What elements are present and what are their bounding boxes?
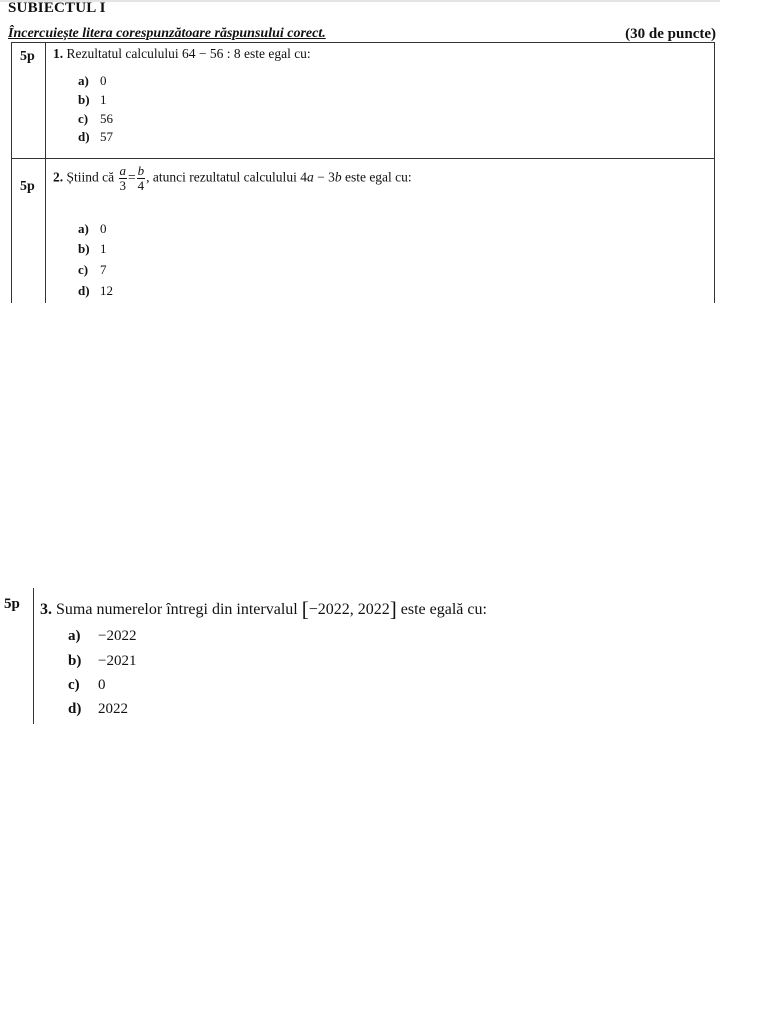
question-1-prompt-end: este egal cu:	[243, 46, 311, 61]
option-value: 0	[100, 221, 107, 236]
bracket-open: [	[301, 597, 309, 621]
option-value: 0	[98, 677, 106, 693]
interval-bounds: −2022, 2022	[308, 601, 390, 618]
equals-sign: =	[128, 169, 136, 185]
question-2-option-a[interactable]	[78, 221, 107, 237]
fraction-denominator: 3	[119, 178, 126, 193]
fraction-numerator: b	[137, 163, 145, 178]
variable-a: a	[306, 169, 314, 185]
option-value: 7	[100, 262, 107, 277]
question-1-points: 5p	[20, 49, 35, 64]
option-letter: a)	[68, 628, 81, 644]
question-3-prompt-end: este egală cu:	[400, 601, 487, 618]
option-letter: a)	[78, 73, 89, 88]
fraction-b-over-4	[137, 164, 146, 193]
question-3-number: 3.	[40, 601, 52, 618]
question-1-option-c[interactable]	[78, 111, 113, 127]
question-2-option-c[interactable]	[78, 262, 107, 278]
question-1-option-b[interactable]	[78, 92, 107, 108]
question-3-option-d[interactable]	[68, 701, 128, 718]
question-2-text	[53, 164, 412, 193]
option-letter: c)	[78, 111, 89, 126]
question-1-text	[53, 46, 311, 62]
points-column-divider	[45, 43, 46, 303]
option-letter: d)	[78, 129, 90, 144]
option-value: 12	[100, 283, 113, 298]
question-2-number: 2.	[53, 169, 64, 185]
row-divider	[12, 158, 714, 159]
option-value: −2021	[98, 653, 137, 669]
option-letter: c)	[68, 677, 80, 693]
coefficient-4: 4	[300, 169, 307, 185]
question-1-number: 1.	[53, 46, 64, 61]
question-3-prompt: Suma numerelor întregi din intervalul	[56, 601, 298, 618]
fraction-denominator: 4	[137, 178, 145, 193]
option-letter: d)	[78, 283, 90, 298]
fraction-numerator: a	[119, 163, 126, 178]
option-letter: b)	[78, 92, 90, 107]
question-2-prompt-middle: atunci rezultatul calculului	[152, 169, 297, 185]
question-1-option-a[interactable]	[78, 73, 107, 89]
question-2-expression	[300, 170, 341, 185]
option-letter: a)	[78, 221, 89, 236]
option-value: 57	[100, 129, 113, 144]
question-3-divider	[33, 588, 34, 724]
question-2-points: 5p	[20, 179, 35, 194]
interval-expression	[301, 597, 397, 621]
total-points: (30 de puncte)	[625, 26, 716, 42]
question-3-option-b[interactable]	[68, 653, 136, 670]
question-2-prompt: Știind că	[66, 169, 115, 185]
option-value: 1	[100, 241, 107, 256]
question-2-prompt-end: este egal cu:	[344, 169, 412, 185]
option-value: 56	[100, 111, 113, 126]
question-1-option-d[interactable]	[78, 129, 113, 145]
option-value: 0	[100, 73, 107, 88]
option-value: −2022	[98, 628, 137, 644]
questions-table	[11, 42, 715, 303]
question-3-points: 5p	[4, 596, 20, 612]
question-1-expression: 64 − 56 : 8	[181, 46, 241, 61]
question-1-prompt: Rezultatul calculului	[66, 46, 179, 61]
question-2-option-b[interactable]	[78, 241, 107, 257]
option-letter: d)	[68, 701, 82, 717]
option-letter: b)	[78, 241, 90, 256]
minus-3: − 3	[313, 169, 335, 185]
option-letter: c)	[78, 262, 89, 277]
question-3-option-a[interactable]	[68, 628, 136, 645]
top-divider	[0, 0, 720, 2]
bracket-close: ]	[389, 597, 397, 621]
question-3-text	[40, 597, 487, 622]
variable-b: b	[334, 169, 342, 185]
option-value: 2022	[98, 701, 128, 717]
question-2-option-d[interactable]	[78, 283, 113, 299]
comma: ,	[146, 169, 150, 185]
fraction-a-over-3	[119, 164, 128, 193]
question-3-option-c[interactable]	[68, 677, 106, 694]
option-letter: b)	[68, 653, 82, 669]
subject-title: SUBIECTUL I	[8, 0, 106, 16]
instruction-text: Încercuiește litera corespunzătoare răspunsului corect.	[8, 26, 326, 41]
option-value: 1	[100, 92, 107, 107]
